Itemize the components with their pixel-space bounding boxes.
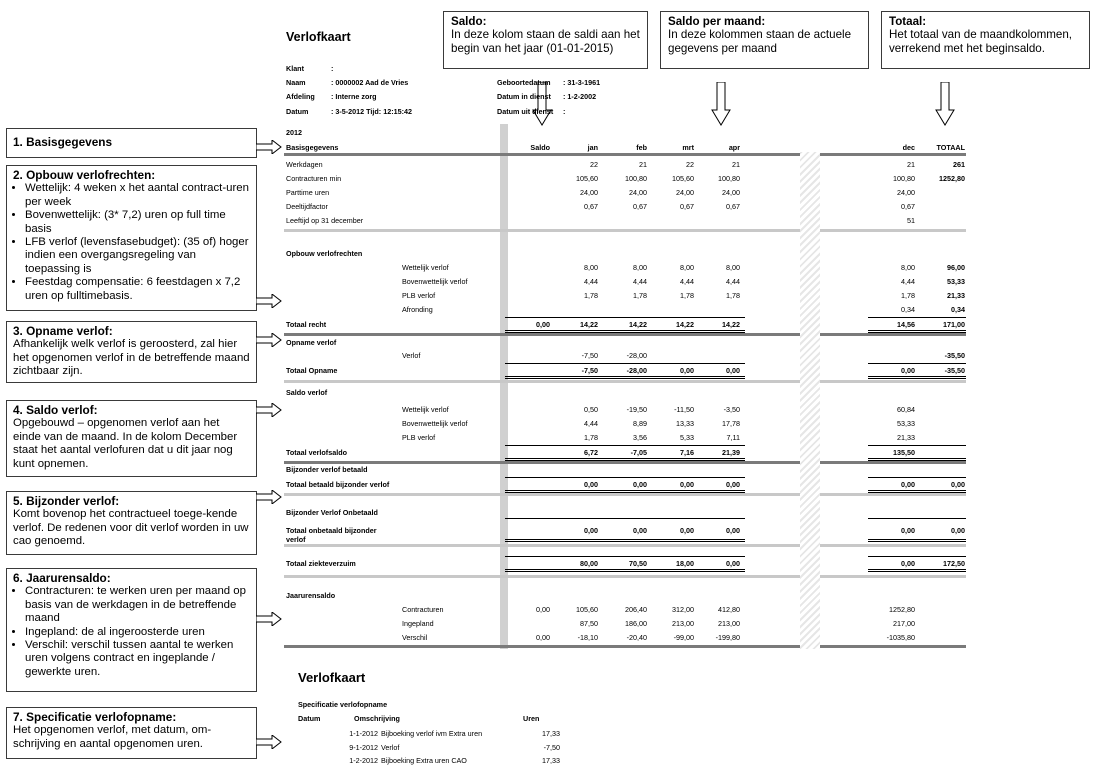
table-cell: -11,50 [674,405,694,414]
table-cell: 0,00 [680,480,694,489]
col-header-jan: jan [587,143,598,152]
table-cell: 1,78 [901,291,915,300]
rule-line [868,363,966,364]
row-label: Wettelijk verlof [402,263,449,272]
rule-line [868,330,966,331]
section-heading: Opbouw verlofrechten [286,249,363,258]
table-cell: 0,00 [584,480,598,489]
info-indienst-label: Datum in dienst [497,92,551,101]
rule-line [505,571,745,572]
row-label: Totaal betaald bijzonder verlof [286,480,390,489]
rule-line [505,378,745,379]
callout-text: Opgebouwd – opgenomen verlof aan het einde van de maand. In de kolom December staat het aantal verlofuren dat u dit jaar nog kunt opnemen. [13,417,238,470]
table-cell: 0,00 [901,366,915,375]
table-cell: 213,00 [672,619,694,628]
list-item: • Verschil: verschil tussen aantal te werken uren volgens contract en ingeplande / gewerkte uren. [25,639,250,679]
info-datum-label: Datum [286,107,309,116]
callout-text: Het totaal van de maandkolommen, verrekend met het beginsaldo. [889,28,1073,55]
callout-title: 4. Saldo verlof: [13,403,98,417]
table-cell: 0,00 [951,526,965,535]
column-gap [800,152,820,649]
spec-row-uren: -7,50 [543,743,560,752]
callout-title: 7. Specificatie verlofopname: [13,710,177,724]
table-cell: 0,00 [536,605,550,614]
rule-line [868,539,966,540]
table-cell: 7,16 [680,448,694,457]
table-cell: 21,33 [897,433,915,442]
row-label: Parttime uren [286,188,330,197]
callout-title: 3. Opname verlof: [13,324,113,338]
table-cell: 0,67 [633,202,647,211]
table-cell: 0,00 [901,480,915,489]
callout-specificatie [6,707,257,759]
section-separator [820,461,966,464]
table-cell: 0,00 [951,480,965,489]
table-cell: 8,89 [633,419,647,428]
col-header-dec: dec [902,143,915,152]
table-cell: 1,78 [584,291,598,300]
list-item: • Wettelijk: 4 weken x het aantal contract-uren per week [25,182,250,209]
table-cell: 0,67 [584,202,598,211]
row-label: PLB verlof [402,433,436,442]
list-item: • Contracturen: te werken uren per maand op basis van de werkdagen in de betreffende maand [25,585,250,625]
right-arrow-icon [256,333,282,347]
col-header-totaal: TOTAAL [936,143,965,152]
table-cell: 8,00 [901,263,915,272]
table-cell: 0,00 [726,366,740,375]
row-label: Totaal recht [286,320,327,329]
section-separator [284,575,800,578]
info-afdeling-value: : Interne zorg [331,92,377,101]
col-header-basis: Basisgegevens [286,143,339,152]
right-arrow-icon [256,612,282,626]
rule-line [868,458,966,459]
table-cell: 312,00 [672,605,694,614]
rule-line [868,556,966,557]
table-cell: 4,44 [726,277,740,286]
section-separator [820,333,966,336]
table-cell: 100,80 [718,174,740,183]
table-cell: 0,67 [901,202,915,211]
rule-line [505,556,745,557]
table-cell: 0,00 [536,320,550,329]
year-label: 2012 [286,128,302,137]
table-cell: 22 [590,160,598,169]
table-cell: -7,50 [581,351,598,360]
section-heading: Bijzonder Verlof Onbetaald [286,508,378,517]
spec-row-omschrijving: Bijboeking Extra uren CAO [381,756,467,765]
row-label: Leeftijd op 31 december [286,216,364,225]
row-label: Contracturen min [286,174,342,183]
rule-line [505,477,745,478]
right-arrow-icon [256,490,282,504]
info-klant-label: Klant [286,64,304,73]
table-cell: 0,50 [584,405,598,414]
rule-line [868,376,966,377]
rule-line [505,569,745,570]
table-cell: -199,80 [715,633,740,642]
table-cell: -28,00 [626,351,647,360]
table-cell: 105,60 [576,605,598,614]
header-separator [284,153,800,156]
table-cell: 70,50 [629,559,647,568]
table-cell: 3,56 [633,433,647,442]
info-uitdienst-label: Datum uit dienst [497,107,554,116]
down-arrow-icon [532,82,552,126]
list-item: • Ingepland: de al ingeroosterde uren [25,626,250,639]
table-cell: 206,40 [625,605,647,614]
table-cell: 172,50 [943,559,965,568]
spec-row-datum: 1-1-2012 [349,729,378,738]
section-heading: Opname verlof [286,338,337,347]
table-cell: 0,00 [726,559,740,568]
table-cell: 21,33 [947,291,965,300]
table-cell: 100,80 [893,174,915,183]
section-separator [284,229,800,232]
callout-jaarurensaldo [6,568,257,692]
table-cell: 4,44 [680,277,694,286]
header-separator [820,153,966,156]
table-cell: 1,78 [680,291,694,300]
rule-line [505,376,745,377]
table-cell: 13,33 [676,419,694,428]
col-header-apr: apr [728,143,740,152]
col-header-mrt: mrt [682,143,694,152]
table-cell: -3,50 [723,405,740,414]
table-cell: 22 [686,160,694,169]
rule-line [505,317,745,318]
info-geb-label: Geboortedatum [497,78,551,87]
rule-line [505,458,745,459]
callout-title: 1. Basisgegevens [13,135,113,149]
rule-line [868,569,966,570]
table-cell: 0,00 [901,526,915,535]
right-arrow-icon [256,294,282,308]
row-label: Deeltijdfactor [286,202,328,211]
callout-saldo [443,11,648,69]
table-cell: 0,67 [726,202,740,211]
section-heading: Bijzonder verlof betaald [286,465,368,474]
col-header-feb: feb [636,143,647,152]
callout-saldo-per-maand [660,11,869,69]
section-separator [284,380,800,383]
rule-line [505,518,745,519]
table-cell: 1,78 [726,291,740,300]
spec-header-datum: Datum [298,714,321,723]
table-cell: -1035,80 [886,633,915,642]
spec-row-uren: 17,33 [542,756,560,765]
spec-row-datum: 1-2-2012 [349,756,378,765]
table-cell: -19,50 [626,405,647,414]
table-cell: 87,50 [580,619,598,628]
callout-title: Saldo: [451,15,487,28]
callout-list [13,585,250,679]
section-heading: Saldo verlof [286,388,328,397]
row-label: Verlof [402,351,421,360]
row-label: Totaal ziekteverzuim [286,559,356,568]
table-cell: 0,67 [680,202,694,211]
callout-opname-verlof [6,321,257,383]
section-separator [820,229,966,232]
callout-text: Het opgenomen verlof, met datum, om-schrijving en aantal opgenomen uren. [13,724,212,750]
section-separator [284,493,800,496]
spec-row-datum: 9-1-2012 [349,743,378,752]
section-separator [284,333,800,336]
spec-header-uren: Uren [523,714,540,723]
table-cell: 0,34 [951,305,965,314]
callout-text: In deze kolom staan de saldi aan het begin van het jaar (01-01-2015) [451,28,640,55]
table-cell: 186,00 [625,619,647,628]
callout-text: Afhankelijk welk verlof is geroosterd, zal hier het opgenomen verlof in de betreffende maand zichtbaar zijn. [13,338,250,378]
section-separator [284,544,800,547]
section-separator [820,493,966,496]
row-label: Contracturen [402,605,444,614]
down-arrow-icon [935,82,955,126]
info-naam-value: : 0000002 Aad de Vries [331,78,409,87]
row-label: Bovenwettelijk verlof [402,419,468,428]
section-separator [820,575,966,578]
list-item: • Bovenwettelijk: (3* 7,2) uren op full time basis [25,209,250,236]
right-arrow-icon [256,735,282,749]
table-cell: 17,78 [722,419,740,428]
rule-line [505,539,745,540]
table-cell: 4,44 [584,419,598,428]
row-label: Werkdagen [286,160,323,169]
table-cell: 217,00 [893,619,915,628]
table-cell: 51 [907,216,915,225]
table-cell: 0,00 [901,559,915,568]
table-cell: 1252,80 [939,174,965,183]
info-indienst-value: : 1-2-2002 [563,92,597,101]
callout-totaal [881,11,1090,69]
table-cell: 8,00 [680,263,694,272]
spec-subtitle: Specificatie verlofopname [298,700,388,709]
spec-row-omschrijving: Bijboeking verlof ivm Extra uren [381,729,483,738]
callout-title: 2. Opbouw verlofrechten: [13,168,156,182]
table-cell: 0,00 [726,480,740,489]
rule-line [868,317,966,318]
rule-line [868,490,966,491]
info-klant-value: : [331,64,334,73]
list-item: • Feestdag compensatie: 6 feestdagen x 7,2 uren op fulltimebasis. [25,276,250,303]
table-cell: 8,00 [633,263,647,272]
table-cell: 60,84 [897,405,915,414]
table-cell: 105,60 [576,174,598,183]
table-cell: 412,80 [718,605,740,614]
row-label: PLB verlof [402,291,436,300]
rule-line [505,330,745,331]
rule-line [505,490,745,491]
spec-row-omschrijving: Verlof [381,743,400,752]
page-title: Verlofkaart [286,30,351,44]
callout-list [13,182,250,303]
rule-line [505,445,745,446]
right-arrow-icon [256,403,282,417]
rule-line [505,541,745,542]
table-cell: 21 [907,160,915,169]
callout-title: Totaal: [889,15,927,28]
table-cell: 0,00 [536,633,550,642]
table-cell: 1,78 [633,291,647,300]
table-cell: 0,00 [633,526,647,535]
row-label: Totaal onbetaald bijzonder verlof [286,526,377,544]
callout-title: 5. Bijzonder verlof: [13,494,120,508]
table-cell: 24,00 [580,188,598,197]
col-header-saldo: Saldo [530,143,550,152]
section-separator [820,544,966,547]
section-separator [820,380,966,383]
table-cell: 171,00 [943,320,965,329]
callout-title: 6. Jaarurensaldo: [13,571,111,585]
table-cell: 21,39 [722,448,740,457]
table-cell: 0,00 [680,526,694,535]
section-separator [820,645,966,648]
table-cell: 261 [953,160,965,169]
table-cell: 21 [732,160,740,169]
right-arrow-icon [256,140,282,154]
callout-opbouw-verlofrechten [6,165,257,311]
spec-header-omschrijving: Omschrijving [354,714,400,723]
table-cell: 8,00 [584,263,598,272]
table-cell: 53,33 [897,419,915,428]
table-cell: 14,22 [676,320,694,329]
info-uitdienst-value: : [563,107,566,116]
rule-line [868,518,966,519]
table-cell: 0,00 [633,480,647,489]
info-afdeling-label: Afdeling [286,92,315,101]
table-cell: 0,00 [680,366,694,375]
down-arrow-icon [711,82,731,126]
table-cell: 0,34 [901,305,915,314]
table-cell: 14,22 [629,320,647,329]
rule-line [868,571,966,572]
callout-text: Komt bovenop het contractueel toege-kende verlof. De redenen voor dit verlof worden in uw cao genoemd. [13,508,249,548]
table-cell: 8,00 [726,263,740,272]
rule-line [868,445,966,446]
table-cell: 24,00 [722,188,740,197]
table-cell: 7,11 [726,433,740,442]
table-cell: 24,00 [897,188,915,197]
table-cell: 0,00 [584,526,598,535]
table-cell: 80,00 [580,559,598,568]
section-heading: Jaarurensaldo [286,591,336,600]
table-cell: -18,10 [577,633,598,642]
table-cell: 5,33 [680,433,694,442]
row-label: Totaal verlofsaldo [286,448,347,457]
table-cell: -28,00 [626,366,647,375]
row-label: Afronding [402,305,433,314]
table-cell: 24,00 [676,188,694,197]
table-cell: 18,00 [676,559,694,568]
table-cell: 0,00 [726,526,740,535]
rule-line [868,477,966,478]
table-cell: 24,00 [629,188,647,197]
table-cell: 100,80 [625,174,647,183]
spec-title: Verlofkaart [298,670,366,685]
table-cell: -99,00 [673,633,694,642]
rule-line [868,378,966,379]
callout-text: In deze kolommen staan de actuele gegevens per maand [668,28,852,55]
row-label: Wettelijk verlof [402,405,449,414]
table-cell: 4,44 [901,277,915,286]
table-cell: 14,22 [722,320,740,329]
table-cell: 4,44 [633,277,647,286]
table-cell: 1252,80 [889,605,915,614]
table-cell: 4,44 [584,277,598,286]
table-cell: 1,78 [584,433,598,442]
info-datum-value: : 3-5-2012 Tijd: 12:15:42 [331,107,412,116]
section-separator [284,461,800,464]
spec-row-uren: 17,33 [542,729,560,738]
table-cell: -7,05 [630,448,647,457]
row-label: Bovenwettelijk verlof [402,277,468,286]
callout-title: Saldo per maand: [668,15,766,28]
table-cell: -35,50 [944,366,965,375]
callout-basisgegevens [6,128,257,158]
table-cell: -20,40 [626,633,647,642]
callout-bijzonder-verlof [6,491,257,555]
rule-line [505,363,745,364]
table-cell: 96,00 [947,263,965,272]
section-separator [284,645,800,648]
info-geb-value: : 31-3-1961 [563,78,601,87]
row-label: Totaal Opname [286,366,338,375]
table-cell: -35,50 [944,351,965,360]
table-cell: 105,60 [672,174,694,183]
table-cell: 21 [639,160,647,169]
info-naam-label: Naam [286,78,306,87]
table-cell: 14,22 [580,320,598,329]
table-cell: 6,72 [584,448,598,457]
table-cell: 213,00 [718,619,740,628]
table-cell: 135,50 [893,448,915,457]
table-cell: 53,33 [947,277,965,286]
table-cell: 14,56 [897,320,915,329]
table-cell: -7,50 [581,366,598,375]
rule-line [868,541,966,542]
list-item: • LFB verlof (levensfasebudget): (35 of) hoger indien een overgangsregeling van toepassing is [25,236,250,276]
callout-saldo-verlof [6,400,257,477]
row-label: Verschil [402,633,428,642]
row-label: Ingepland [402,619,434,628]
